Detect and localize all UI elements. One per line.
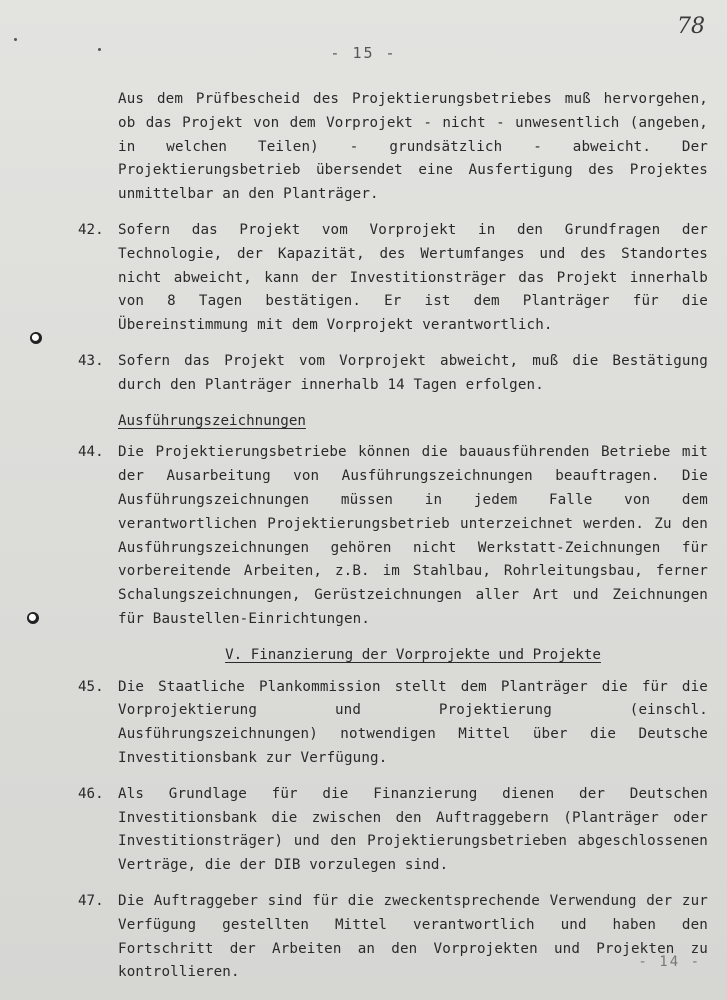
paragraph-text: Sofern das Projekt vom Vorprojekt abweicht, muß die Bestätigung durch den Planträger innerhalb 14 Tagen erfolgen. xyxy=(118,352,708,393)
paragraph-44 xyxy=(78,441,708,631)
punch-hole xyxy=(30,332,42,344)
intro-paragraph xyxy=(78,88,708,207)
paragraph-number: 43. xyxy=(78,352,104,369)
paragraph-number: 45. xyxy=(78,678,104,695)
folio-number: 78 xyxy=(677,14,705,39)
paragraph-text: Aus dem Prüfbescheid des Projektierungsbetriebes muß hervorgehen, ob das Projekt von dem Vorprojekt - nicht - unwesentlich (angeben, in welchen Teilen) - grundsätzlich - abweicht. Der Projektierungsbetrieb übersendet eine Ausfertigung des Projektes unmittelbar an den Planträger. xyxy=(118,91,708,203)
paragraph-47 xyxy=(78,890,708,985)
subheading: Ausführungszeichnungen xyxy=(118,412,306,429)
paragraph-text: Sofern das Projekt vom Vorprojekt in den Grundfragen der Technologie, der Kapazität, des Wertumfanges und des Standortes nicht abweicht, kann der Investitionsträger das Projekt innerhalb von 8 Tagen bestätigen. Er ist dem Planträger für die Übereinstimmung mit dem Vorprojekt verantwortlich. xyxy=(118,221,708,334)
paragraph-45 xyxy=(78,676,708,771)
footer-page-mark: - 14 - xyxy=(638,954,701,970)
paragraph-number: 46. xyxy=(78,785,104,802)
section-heading: V. Finanzierung der Vorprojekte und Projekte xyxy=(225,646,601,663)
paragraph-number: 42. xyxy=(78,221,104,238)
speck xyxy=(98,48,101,51)
paragraph-42 xyxy=(78,219,708,338)
paragraph-text: Als Grundlage für die Finanzierung dienen der Deutschen Investitionsbank die zwischen den Auftraggebern (Planträger oder Investitionsträger) und den Projektierungsbetrieben abgeschlossenen Verträge, die der DIB vorzulegen sind. xyxy=(118,785,708,874)
speck xyxy=(14,38,17,41)
paragraph-46 xyxy=(78,783,708,878)
page-number: - 15 - xyxy=(330,44,397,62)
paragraph-text: Die Projektierungsbetriebe können die bauausführenden Betriebe mit der Ausarbeitung von Ausführungszeichnungen beauftragen. Die Ausführungszeichnungen müssen in jedem Falle von dem verantwortlichen Projektierungsbetrieb unterzeichnet werden. Zu den Ausführungszeichnungen gehören nicht Werkstatt-Zeichnungen für vorbereitende Arbeiten, z.B. im Stahlbau, Rohrleitungsbau, ferner Schalungszeichnungen, Gerüstzeichnungen aller Art und Zeichnungen für Baustellen-Einrichtungen. xyxy=(118,444,708,627)
paragraph-number: 44. xyxy=(78,444,104,461)
paragraph-number: 47. xyxy=(78,892,104,909)
punch-hole xyxy=(27,612,39,624)
paragraph-43 xyxy=(78,350,708,398)
paragraph-text: Die Auftraggeber sind für die zweckentsprechende Verwendung der zur Verfügung gestellten Mittel verantwortlich und haben den Fortschritt der Arbeiten an den Vorprojekten und Projekten zu kontrollieren. xyxy=(118,892,708,981)
document-body xyxy=(78,88,708,997)
paragraph-text: Die Staatliche Plankommission stellt dem Planträger die für die Vorprojektierung und Projektierung (einschl. Ausführungszeichnungen) notwendigen Mittel über die Deutsche Investitionsbank zur Verfügung. xyxy=(118,678,708,766)
